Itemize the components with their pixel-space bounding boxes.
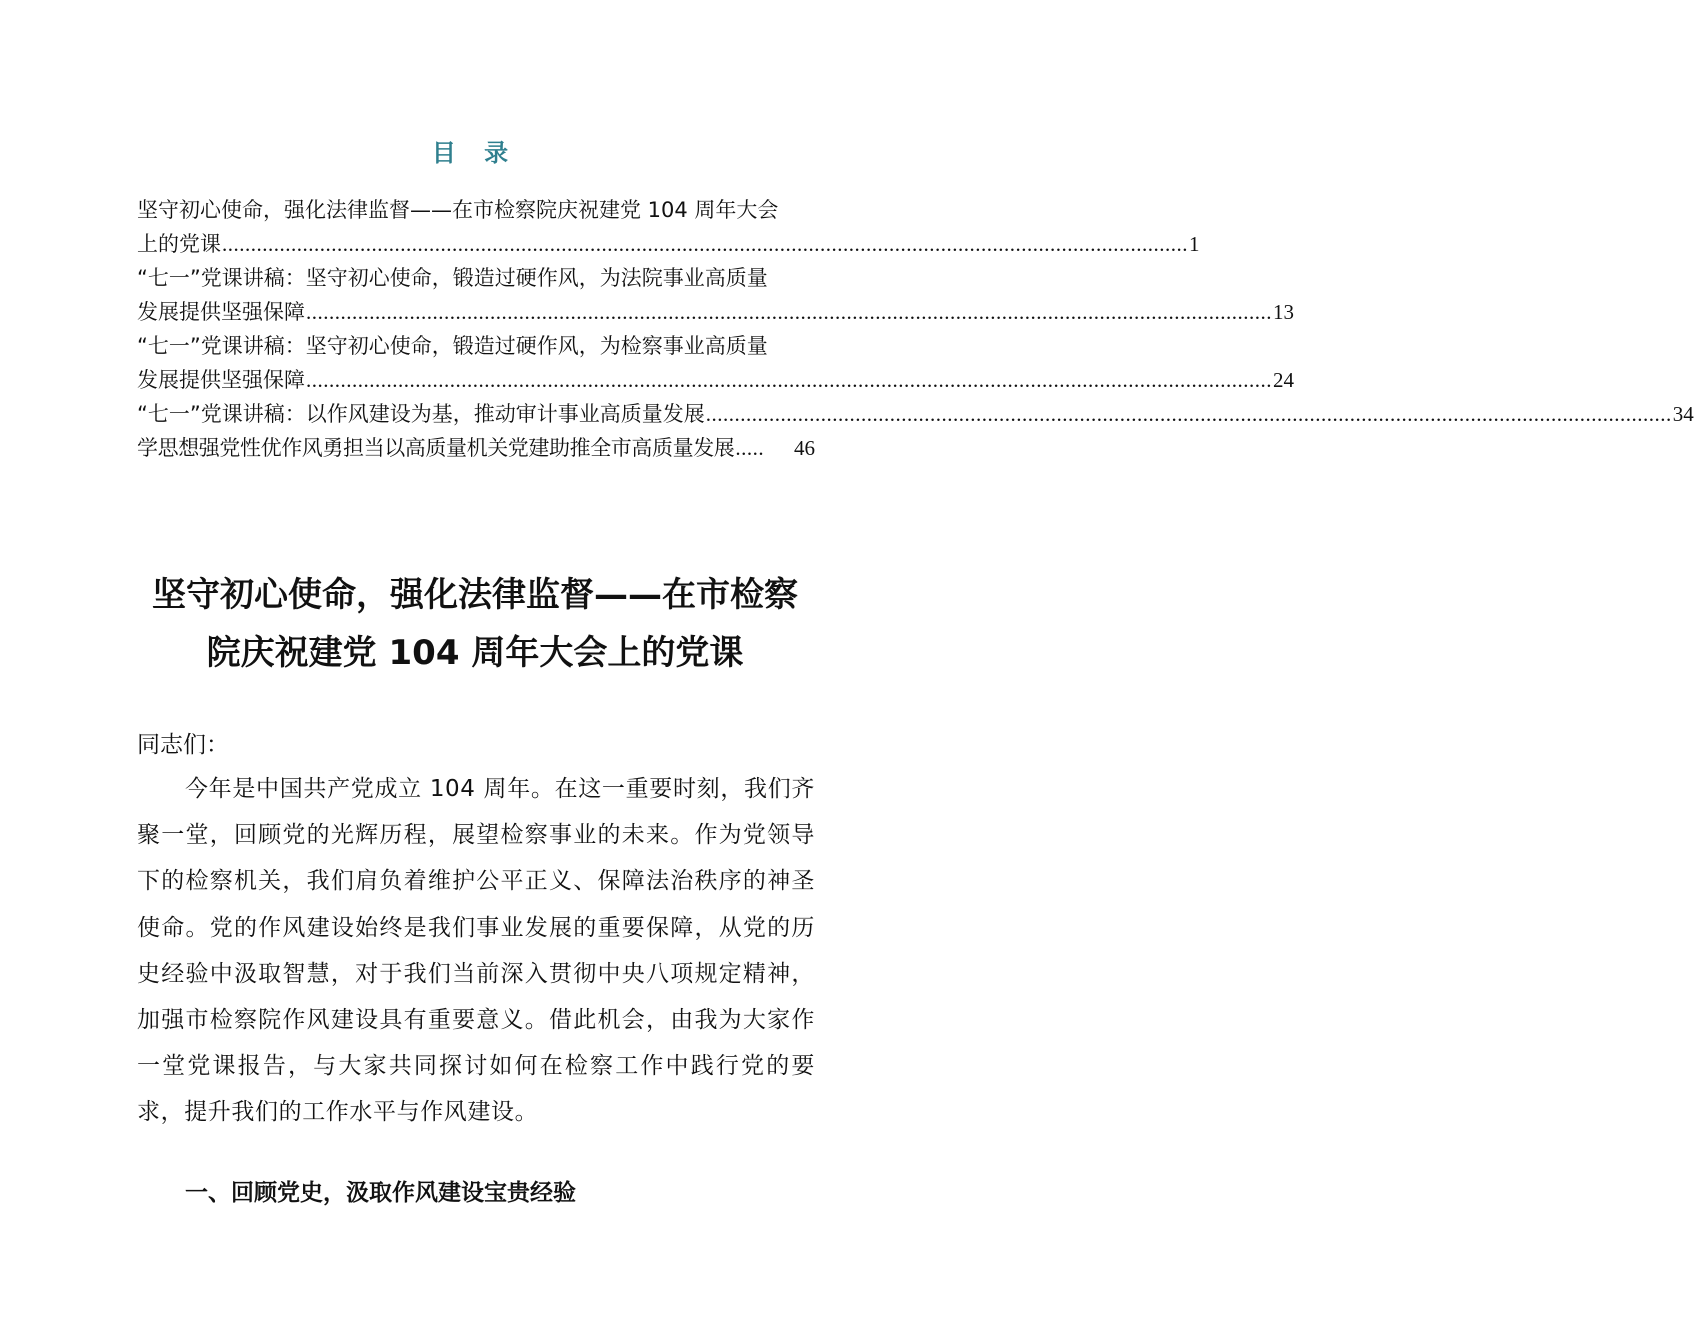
toc-page-number: 46 [794, 436, 815, 460]
article-title-line: 院庆祝建党 104 周年大会上的党课 [206, 633, 744, 673]
toc-leader: ........................................................................................................................................................................ [705, 402, 1672, 426]
toc-leader: ........................................................................................................................................................................ [306, 368, 1272, 392]
salutation: 同志们： [137, 732, 229, 758]
toc-entry-title: “七一”党课讲稿：以作风建设为基，推动审计事业高质量发展 [137, 402, 705, 426]
toc-entry-title: “七一”党课讲稿：坚守初心使命，锻造过硬作风，为法院事业高质量 [137, 266, 768, 290]
toc-entry[interactable] [137, 397, 1694, 431]
body-paragraph: 今年是中国共产党成立 104 周年。在这一重要时刻，我们齐聚一堂，回顾党的光辉历程，展望检察事业的未来。作为党领导下的检察机关，我们肩负着维护公平正义、保障法治秩序的神圣使命。党的作风建设始终是我们事业发展的重要保障，从党的历史经验中汲取智慧，对于我们当前深入贯彻中央八项规定精神，加强市检察院作风建设具有重要意义。借此机会，由我为大家作一堂党课报告，与大家共同探讨如何在检察工作中践行党的要求，提升我们的工作水平与作风建设。 [137, 776, 815, 1126]
article-title-line: 坚守初心使命，强化法律监督——在市检察 [152, 575, 798, 615]
toc-page-number: 24 [1273, 368, 1294, 392]
toc-entry-title: 学思想强党性优作风勇担当以高质量机关党建助推全市高质量发展 [137, 436, 735, 460]
toc-leader: ..... [735, 436, 765, 460]
toc-entry-title: 坚守初心使命，强化法律监督——在市检察院庆祝建党 104 周年大会 [137, 198, 779, 222]
toc-heading: 目 录 [431, 139, 519, 167]
toc-leader: ........................................................................................................................................................................ [222, 232, 1188, 256]
toc-entry-title-cont: 上的党课 [137, 232, 221, 256]
toc-entry-title-cont: 发展提供坚强保障 [137, 368, 305, 392]
toc-leader: ........................................................................................................................................................................ [306, 300, 1272, 324]
toc-entry[interactable] [137, 431, 815, 465]
toc-entry[interactable] [137, 193, 1200, 261]
toc-entry-title-cont: 发展提供坚强保障 [137, 300, 305, 324]
toc-page-number: 1 [1189, 232, 1200, 256]
toc-entry[interactable] [137, 329, 1294, 397]
section-heading: 一、回顾党史，汲取作风建设宝贵经验 [185, 1180, 576, 1206]
toc-page-number: 13 [1273, 300, 1294, 324]
toc-entry[interactable] [137, 261, 1294, 329]
table-of-contents [137, 193, 1694, 465]
toc-page-number: 34 [1672, 402, 1694, 426]
article-title [120, 566, 830, 682]
toc-entry-title: “七一”党课讲稿：坚守初心使命，锻造过硬作风，为检察事业高质量 [137, 334, 768, 358]
